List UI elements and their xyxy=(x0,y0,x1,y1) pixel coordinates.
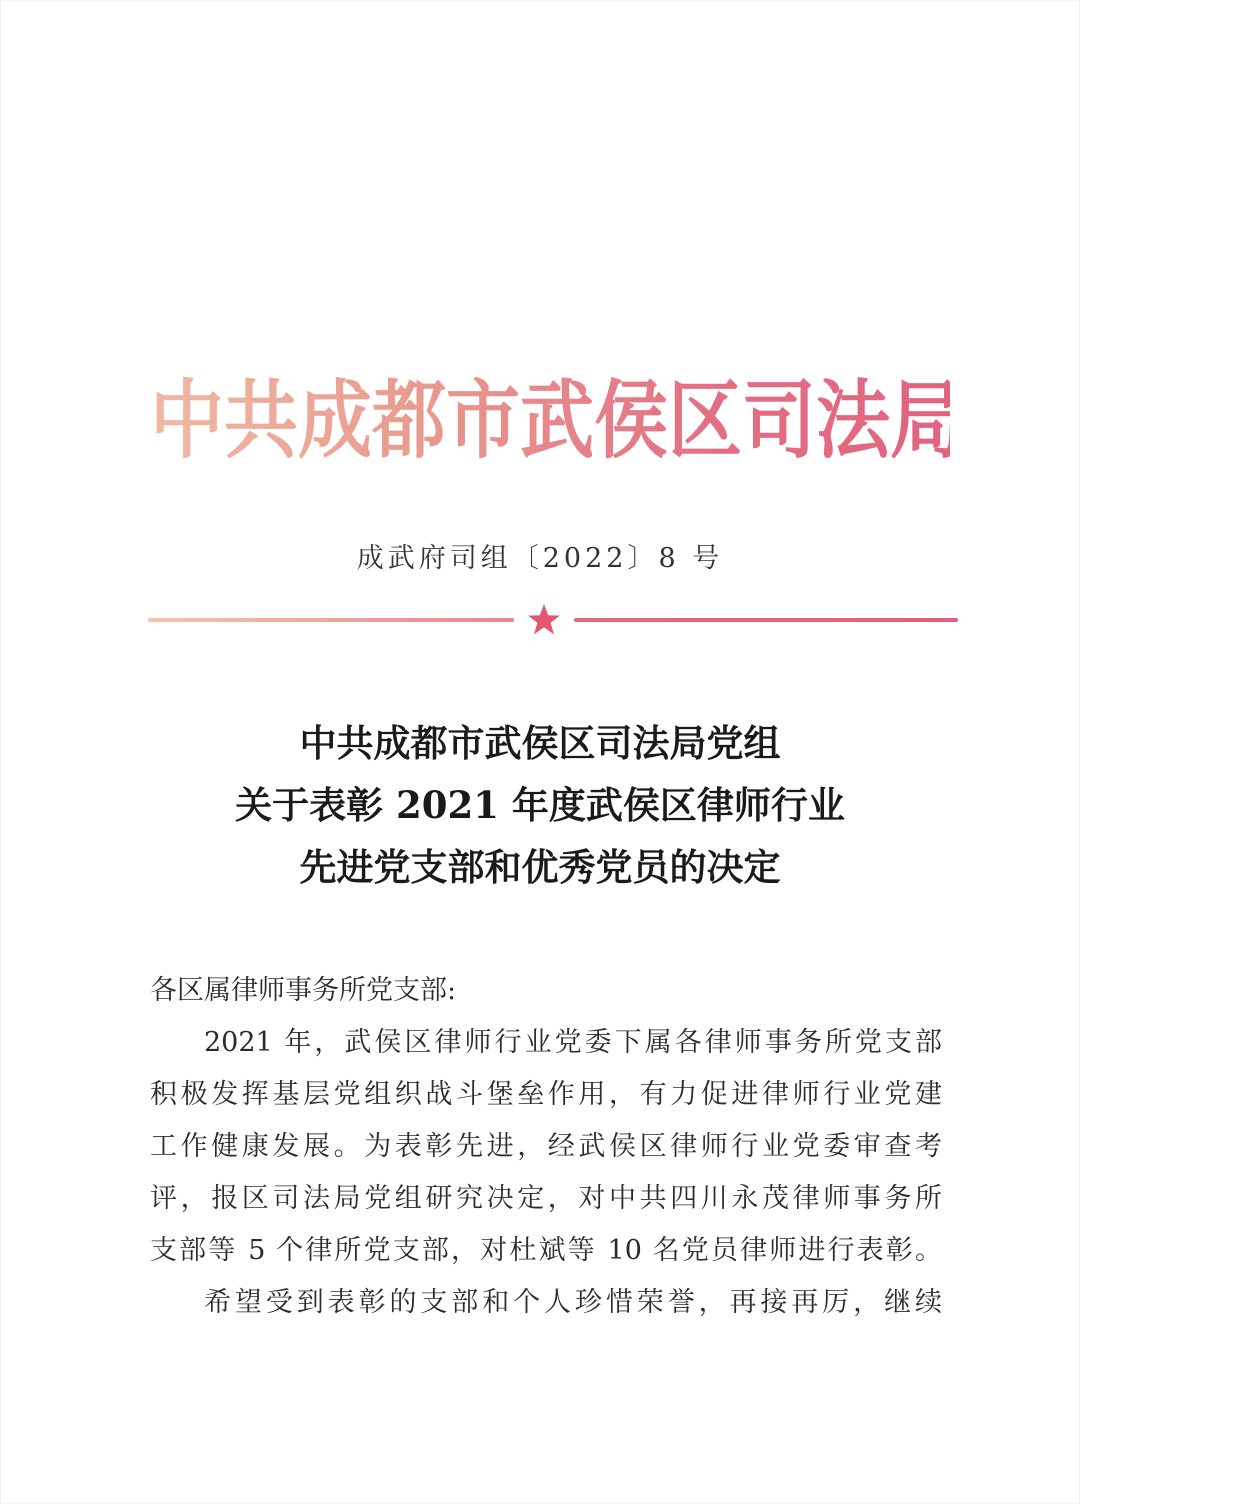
body-line-6: 希望受到表彰的支部和个人珍惜荣誉，再接再厉，继续 xyxy=(204,1287,942,1318)
document-number: 成武府司组〔2022〕8 号 xyxy=(356,543,724,574)
body-line-4: 评，报区司法局党组研究决定，对中共四川永茂律师事务所 xyxy=(150,1183,942,1214)
title-line-2: 关于表彰 2021 年度武侯区律师行业 xyxy=(235,783,845,827)
document-title xyxy=(0,712,1080,898)
body-line-2: 积极发挥基层党组织战斗堡垒作用，有力促进律师行业党建 xyxy=(150,1079,942,1110)
red-header-banner: 中共成都市武侯区司法局党组文件 xyxy=(150,346,950,496)
body-line-3: 工作健康发展。为表彰先进，经武侯区律师行业党委审查考 xyxy=(150,1131,942,1162)
divider-line-left xyxy=(148,618,514,622)
body-line-5: 支部等 5 个律所党支部，对杜斌等 10 名党员律师进行表彰。 xyxy=(150,1235,942,1266)
star-icon xyxy=(526,602,562,638)
divider-line-right xyxy=(574,618,958,622)
title-line-1: 中共成都市武侯区司法局党组 xyxy=(299,721,781,765)
salutation: 各区属律师事务所党支部: xyxy=(150,975,457,1006)
title-line-3: 先进党支部和优秀党员的决定 xyxy=(299,845,781,889)
document-body xyxy=(150,965,942,1329)
red-divider xyxy=(148,608,958,634)
body-line-1: 2021 年，武侯区律师行业党委下属各律师事务所党支部 xyxy=(204,1027,942,1058)
